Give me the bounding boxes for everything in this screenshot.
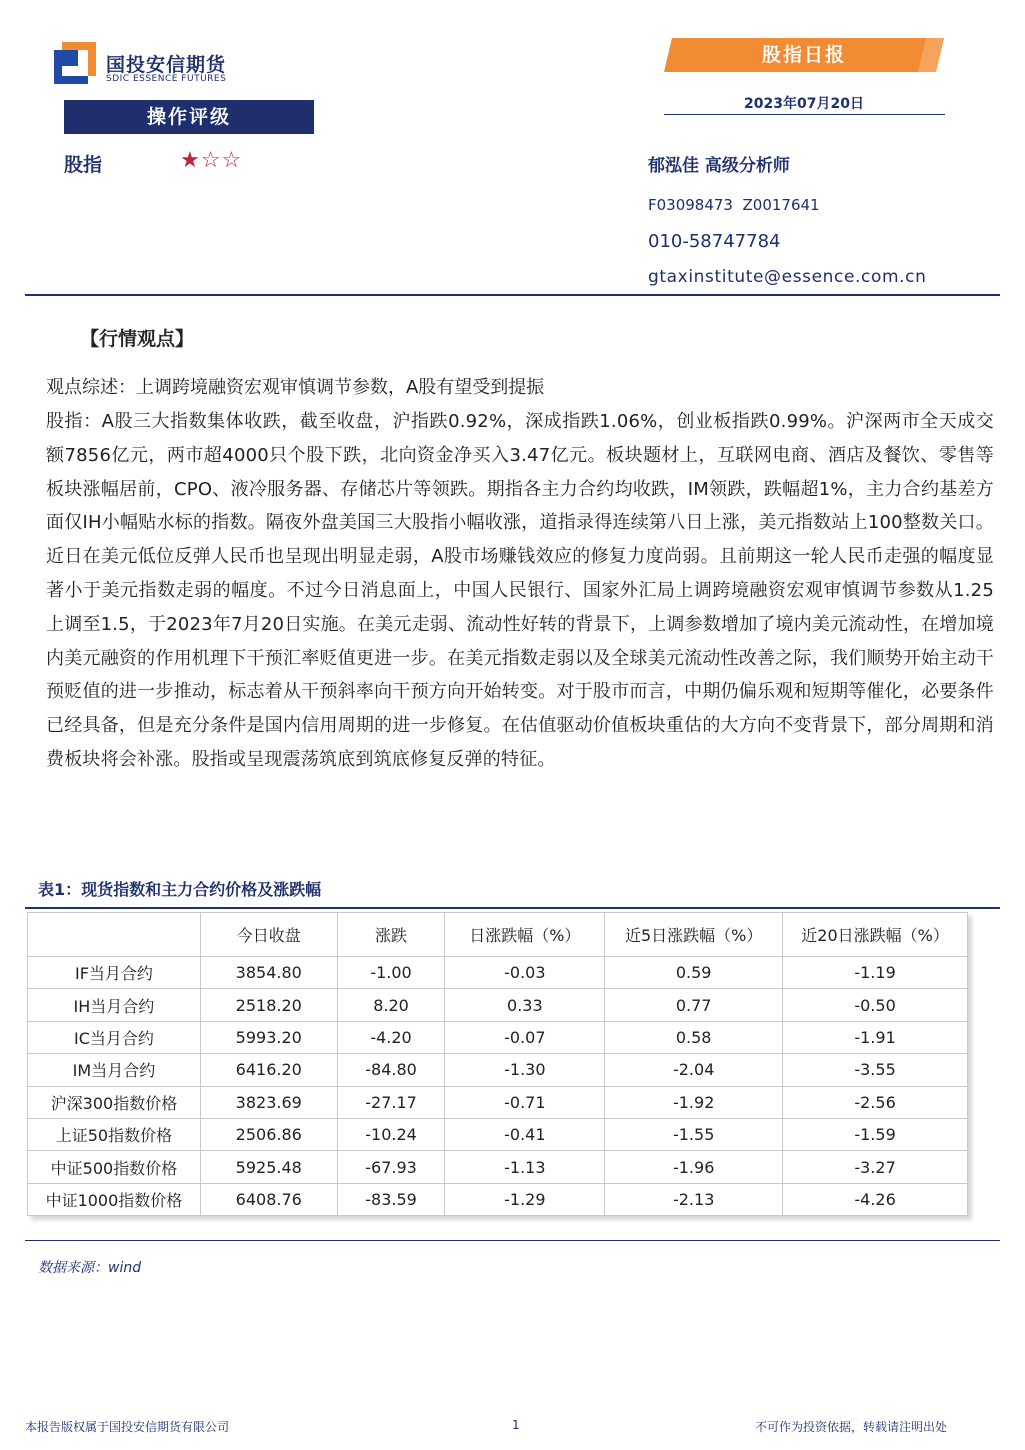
- table-row: [28, 989, 968, 1021]
- analysis-paragraph: 股指：A股三大指数集体收跌，截至收盘，沪指跌0.92%，深成指跌1.06%，创业板指跌0.99%。沪深两市全天成交额7856亿元，两市超4000只个股下跌，北向资金净买入3.47亿元。板块题材上，互联网电商、酒店及餐饮、零售等板块涨幅居前，CPO、液冷服务器、存储芯片等领跌。期指各主力合约均收跌，IM领跌，跌幅超1%，主力合约基差方面仅IH小幅贴水标的指数。隔夜外盘美国三大股指小幅收涨，道指录得连续第八日上涨，美元指数站上100整数关口。近日在美元低位反弹人民币也呈现出明显走弱，A股市场赚钱效应的修复力度尚弱。且前期这一轮人民币走强的幅度显著小于美元指数走弱的幅度。不过今日消息面上，中国人民银行、国家外汇局上调跨境融资宏观审慎调节参数从1.25上调至1.5，于2023年7月20日实施。在美元走弱、流动性好转的背景下，上调参数增加了境内美元流动性，在增加境内美元融资的作用机理下干预汇率贬值更进一步。在美元指数走弱以及全球美元流动性改善之际，我们顺势开始主动干预贬值的进一步推动，标志着从干预斜率向干预方向开始转变。对于股市而言，中期仍偏乐观和短期等催化，必要条件已经具备，但是充分条件是国内信用周期的进一步修复。在估值驱动价值板块重估的大方向不变背景下，部分周期和消费板块将会补涨。股指或呈现震荡筑底到筑底修复反弹的特征。: [46, 411, 994, 770]
- table-cell: 0.59: [605, 957, 783, 989]
- table-cell: 中证500指数价格: [28, 1151, 201, 1183]
- table-row: [28, 957, 968, 989]
- table-cell: -4.26: [783, 1183, 968, 1215]
- table-cell: -2.13: [605, 1183, 783, 1215]
- table-row: [28, 1118, 968, 1150]
- table-cell: 上证50指数价格: [28, 1118, 201, 1150]
- table-cell: -0.41: [445, 1118, 605, 1150]
- header-divider: [25, 294, 1000, 296]
- table-cell: 6408.76: [200, 1183, 337, 1215]
- table-cell: -2.04: [605, 1054, 783, 1086]
- analyst-name: 郁泓佳 高级分析师: [648, 156, 790, 176]
- table-header-cell: [28, 913, 201, 957]
- table-cell: 沪深300指数价格: [28, 1086, 201, 1118]
- table-cell: -0.03: [445, 957, 605, 989]
- table-header-cell: 今日收盘: [200, 913, 337, 957]
- table-cell: 3823.69: [200, 1086, 337, 1118]
- table-cell: -3.27: [783, 1151, 968, 1183]
- table-row: [28, 1183, 968, 1215]
- analyst-phone: 010-58747784: [648, 231, 781, 252]
- rating-stars: ★☆☆: [180, 148, 243, 173]
- analyst-email: gtaxinstitute@essence.com.cn: [648, 267, 927, 287]
- table-header-row: [28, 913, 968, 957]
- table-header-cell: 近5日涨跌幅（%）: [605, 913, 783, 957]
- price-table: [27, 912, 968, 1216]
- table-cell: -1.19: [783, 957, 968, 989]
- table-cell: 5993.20: [200, 1021, 337, 1053]
- table-cell: -27.17: [337, 1086, 445, 1118]
- table-cell: 中证1000指数价格: [28, 1183, 201, 1215]
- table-cell: -1.13: [445, 1151, 605, 1183]
- table-cell: -1.00: [337, 957, 445, 989]
- table-cell: -0.50: [783, 989, 968, 1021]
- table-cell: -1.91: [783, 1021, 968, 1053]
- table-cell: 2518.20: [200, 989, 337, 1021]
- table-cell: -10.24: [337, 1118, 445, 1150]
- footer-page-number: 1: [512, 1418, 520, 1432]
- table-cell: IH当月合约: [28, 989, 201, 1021]
- table-cell: 5925.48: [200, 1151, 337, 1183]
- table-cell: IM当月合约: [28, 1054, 201, 1086]
- table-cell: -1.59: [783, 1118, 968, 1150]
- table-title: 表1：现货指数和主力合约价格及涨跌幅: [38, 880, 322, 899]
- report-type: 股指日报: [761, 44, 846, 66]
- table-cell: -83.59: [337, 1183, 445, 1215]
- table-cell: -2.56: [783, 1086, 968, 1118]
- table-cell: 0.33: [445, 989, 605, 1021]
- table-header-cell: 涨跌: [337, 913, 445, 957]
- company-name-cn: 国投安信期货: [106, 54, 227, 76]
- table-header-cell: 近20日涨跌幅（%）: [783, 913, 968, 957]
- table-cell: 0.77: [605, 989, 783, 1021]
- table-cell: -4.20: [337, 1021, 445, 1053]
- summary-line: 观点综述：上调跨境融资宏观审慎调节参数，A股有望受到提振: [46, 377, 545, 398]
- table-top-rule: [25, 907, 1000, 909]
- table-cell: 2506.86: [200, 1118, 337, 1150]
- table-cell: -1.92: [605, 1086, 783, 1118]
- table-cell: -1.30: [445, 1054, 605, 1086]
- table-cell: -84.80: [337, 1054, 445, 1086]
- table-cell: 0.58: [605, 1021, 783, 1053]
- analyst-license-ids: F03098473 Z0017641: [648, 196, 820, 214]
- table-header-cell: 日涨跌幅（%）: [445, 913, 605, 957]
- table-cell: -1.29: [445, 1183, 605, 1215]
- footer-copyright: 本报告版权属于国投安信期货有限公司: [25, 1420, 230, 1434]
- table-cell: -3.55: [783, 1054, 968, 1086]
- table-cell: IC当月合约: [28, 1021, 201, 1053]
- section-title: 【行情观点】: [80, 328, 195, 350]
- rating-box-title: 操作评级: [64, 100, 314, 134]
- table-row: [28, 1054, 968, 1086]
- table-row: [28, 1086, 968, 1118]
- company-name-en: SDIC ESSENCE FUTURES: [106, 74, 227, 84]
- rating-label: 股指: [64, 154, 103, 176]
- table-cell: 6416.20: [200, 1054, 337, 1086]
- report-date: 2023年07月20日: [744, 96, 864, 112]
- source-divider: [25, 1240, 1000, 1241]
- table-cell: 3854.80: [200, 957, 337, 989]
- table-cell: -67.93: [337, 1151, 445, 1183]
- table-cell: 8.20: [337, 989, 445, 1021]
- footer-disclaimer: 不可作为投资依据，转载请注明出处: [755, 1420, 948, 1434]
- table-cell: -0.71: [445, 1086, 605, 1118]
- table-cell: -0.07: [445, 1021, 605, 1053]
- table-cell: IF当月合约: [28, 957, 201, 989]
- table-row: [28, 1151, 968, 1183]
- date-underline: [664, 114, 945, 115]
- table-row: [28, 1021, 968, 1053]
- data-source: 数据来源：wind: [38, 1260, 142, 1276]
- square-logo-icon: [54, 42, 96, 84]
- table-cell: -1.96: [605, 1151, 783, 1183]
- table-cell: -1.55: [605, 1118, 783, 1150]
